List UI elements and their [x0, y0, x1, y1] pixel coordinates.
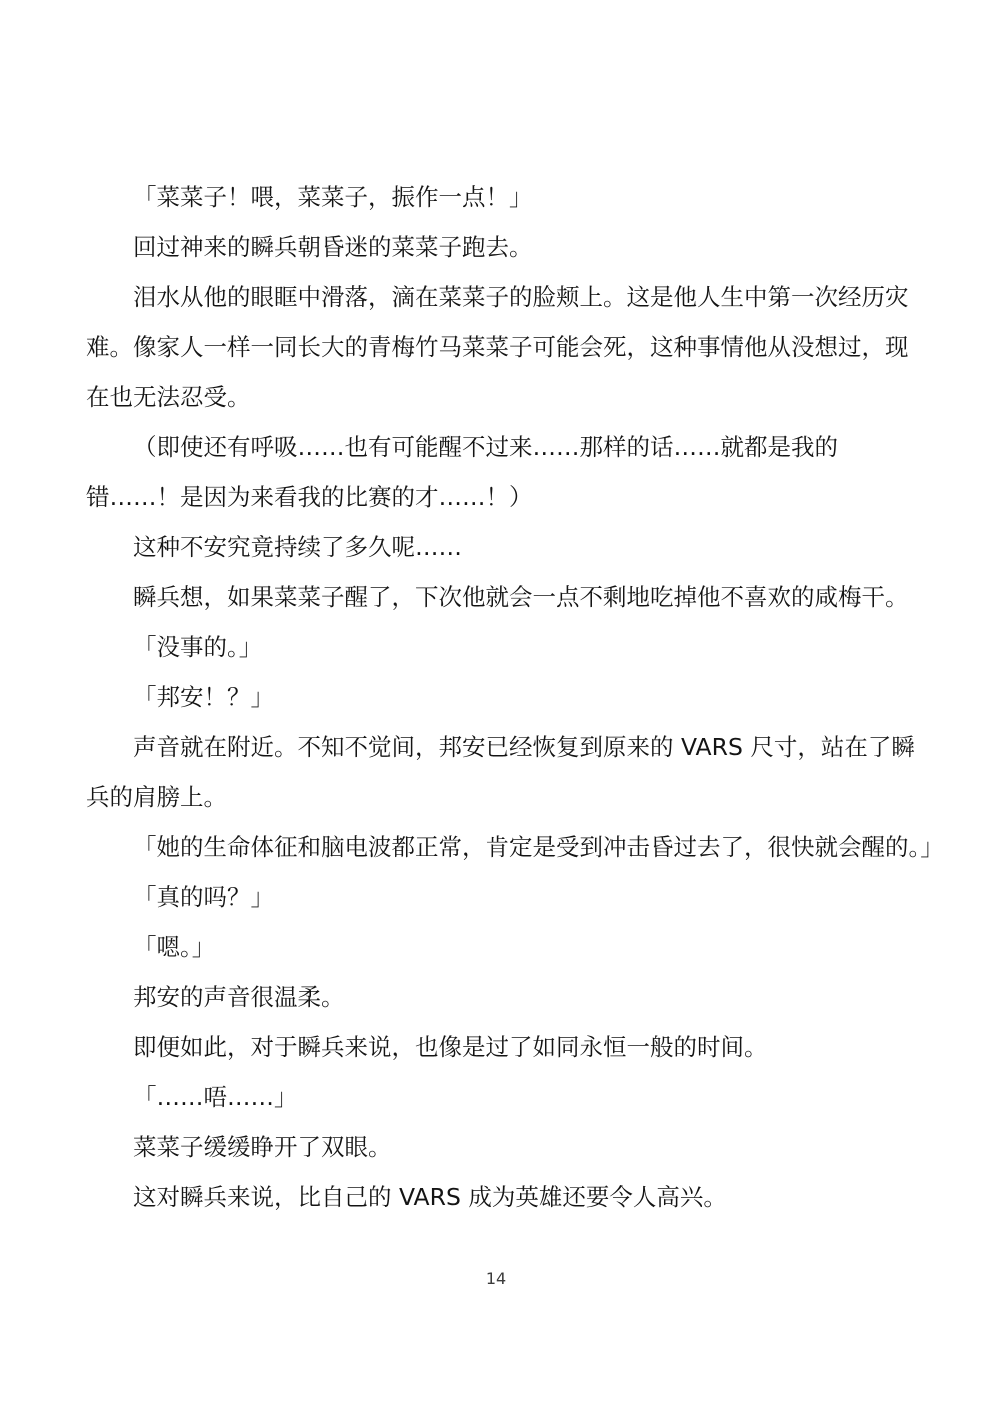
page-number: 14 [485, 1269, 507, 1288]
text-line: （即使还有呼吸……也有可能醒不过来……那样的话……就都是我的 [133, 433, 838, 461]
text-line: 邦安的声音很温柔。 [133, 983, 345, 1011]
text-line: 声音就在附近。不知不觉间，邦安已经恢复到原来的 VARS 尺寸，站在了瞬 [133, 733, 915, 761]
text-line: 泪水从他的眼眶中滑落，滴在菜菜子的脸颊上。这是他人生中第一次经历灾 [133, 283, 909, 311]
text-line: 这对瞬兵来说，比自己的 VARS 成为英雄还要令人高兴。 [133, 1183, 727, 1211]
text-line: 兵的肩膀上。 [86, 783, 227, 811]
text-line: 「菜菜子！喂，菜菜子，振作一点！」 [133, 183, 533, 211]
text-line: 难。像家人一样一同长大的青梅竹马菜菜子可能会死，这种事情他从没想过，现 [86, 333, 909, 361]
text-line: 即便如此，对于瞬兵来说，也像是过了如同永恒一般的时间。 [133, 1033, 768, 1061]
text-line: 瞬兵想，如果菜菜子醒了，下次他就会一点不剩地吃掉他不喜欢的咸梅干。 [133, 583, 909, 611]
text-line: 「没事的。」 [133, 633, 263, 661]
text-line: 「邦安！？」 [133, 683, 274, 711]
text-line: 回过神来的瞬兵朝昏迷的菜菜子跑去。 [133, 233, 533, 261]
text-line: 菜菜子缓缓睁开了双眼。 [133, 1133, 392, 1161]
text-line: 「……唔……」 [133, 1083, 298, 1111]
text-line: 「真的吗？」 [133, 883, 274, 911]
text-line: 「她的生命体征和脑电波都正常，肯定是受到冲击昏过去了，很快就会醒的。」 [133, 833, 944, 861]
text-line: 错……！是因为来看我的比赛的才……！） [86, 483, 533, 511]
text-line: 在也无法忍受。 [86, 383, 251, 411]
text-line: 「嗯。」 [133, 933, 216, 961]
text-line: 这种不安究竟持续了多久呢…… [133, 533, 462, 561]
body-text [86, 172, 944, 1222]
